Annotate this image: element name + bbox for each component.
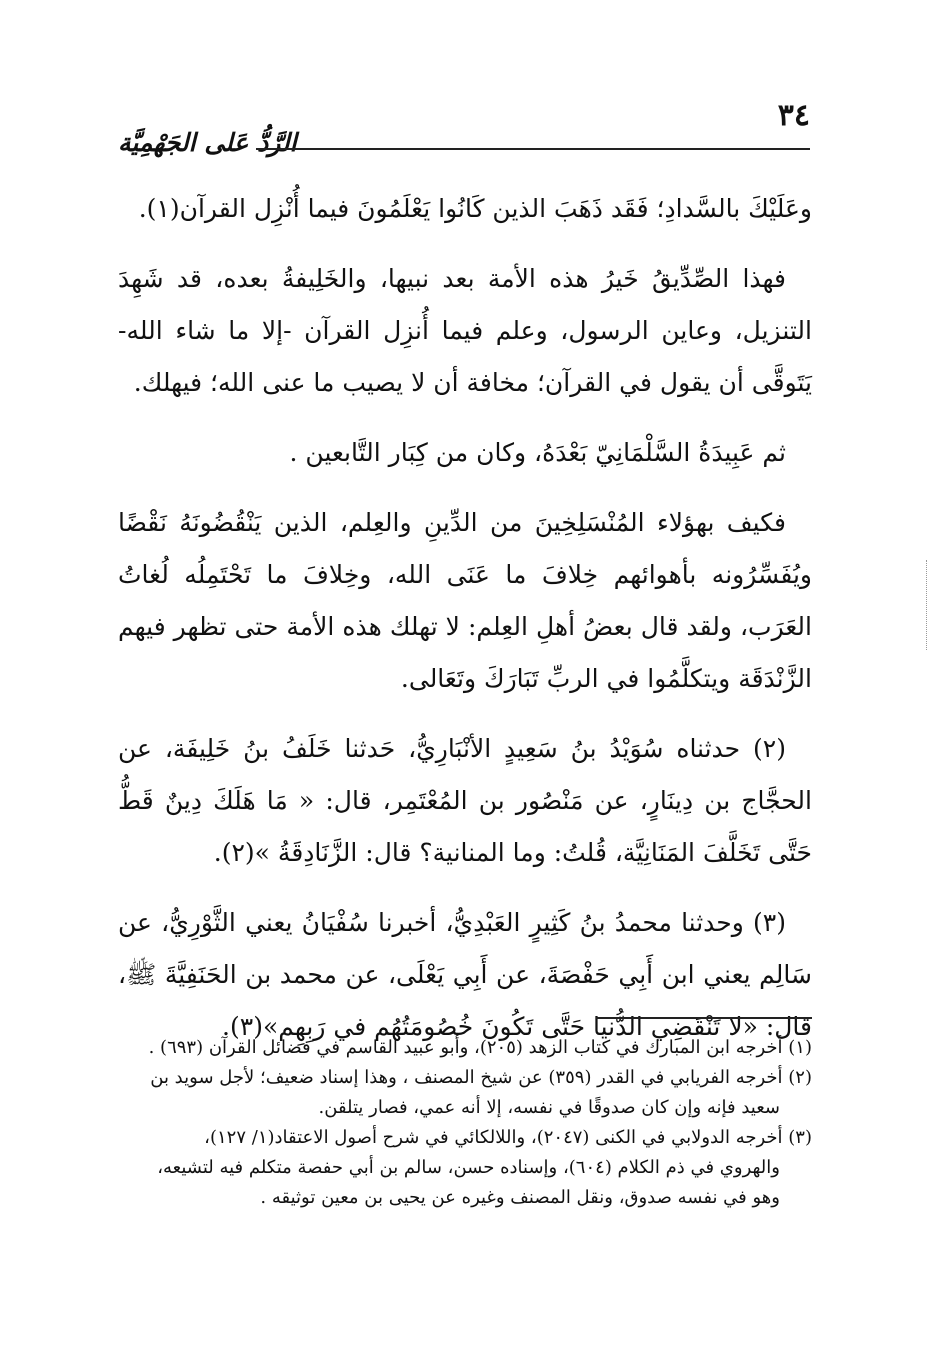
footnote-3: (٣) أخرجه الدولابي في الكنى (٢٠٤٧)، واللالكائي في شرح أصول الاعتقاد(١/ ١٢٧)، — [204, 1127, 812, 1148]
paragraph-6: (٣) وحدثنا محمدُ بنُ كَثِيرٍ العَبْدِيُّ، أخبرنا سُفْيَانُ يعني الثَّوْرِيُّ، عن سَالِم يعني ابن أَبِي حَفْصَةَ، عن أَبِي يَعْلَى، عن محمد بن الحَنَفِيَّةَ ﷺ، قال: «لا تَنْقَضِي الدُّنيا حَتَّى تَكُونَ خُصُومَتُهُم في رَبِهِم»(٣). — [118, 908, 812, 1041]
footnotes — [118, 1034, 812, 1214]
header-rule — [256, 148, 810, 150]
running-title: الرَّدُّ عَلى الجَهْمِيَّة — [118, 128, 297, 157]
paragraph-4: فكيف بهؤلاء المُنْسَلِخِينَ من الدِّينِ والعِلم، الذين يَنْقُضُونَهُ نَقْضًا ويُفَسِّرُونه بأهوائهم خِلافَ ما عَنَى الله، وخِلافَ ما تَحْتَمِلُه لُغاتُ العَرَب، ولقد قال بعضُ أهلِ العِلم: لا تهلك هذه الأمة حتى تظهر فيهم الزَّنْدَقَة ويتكلَّمُوا في الربِّ تَبَارَكَ وتَعَالى. — [118, 508, 812, 693]
margin-mark — [926, 560, 927, 650]
page-number: ٣٤ — [777, 98, 810, 133]
footnote-2-continuation: سعيد فإنه وإن كان صدوقًا في نفسه، إلا أنه عمي، فصار يتلقن. — [318, 1097, 780, 1118]
footnote-3-continuation-1: والهروي في ذم الكلام (٦٠٤)، وإسناده حسن، سالم بن أبي حفصة متكلم فيه لتشيعه، — [157, 1157, 780, 1178]
main-text — [118, 183, 812, 1071]
footnote-1: (١) أخرجه ابن المبارك في كتاب الزهد (٢٠٥)، وأبو عبيد القاسم في فضائل القرآن (٦٩٣) . — [148, 1037, 812, 1058]
footnote-3-continuation-2: وهو في نفسه صدوق، ونقل المصنف وغيره عن يحيى بن معين توثيقه . — [260, 1187, 780, 1208]
paragraph-3: ثم عَبِيدَةُ السَّلْمَانِيّ بَعْدَهُ، وكان من كِبَار التَّابعين . — [289, 438, 786, 467]
page-header — [118, 98, 810, 168]
paragraph-2: فهذا الصِّدِّيقُ خَيرُ هذه الأمة بعد نبيها، والخَلِيفةُ بعده، قد شَهِدَ التنزيل، وعاين الرسول، وعلم فيما أُنزِل القرآن -إلا ما شاء الله- يَتَوقَّى أن يقول في القرآن؛ مخافة أن لا يصيب ما عنى الله؛ فيهلك. — [118, 264, 812, 397]
paragraph-5: (٢) حدثناه سُوَيْدُ بنُ سَعِيدٍ الأنْبَارِيُّ، حَدثنا خَلَفُ بنُ خَلِيفَة، عن الحجَّاج بن دِينَارٍ، عن مَنْصُور بن المُعْتَمِر، قال: « مَا هَلَكَ دِينٌ قَطُّ حَتَّى تَخَلَّفَ المَنَانِيَّة، قُلتُ: وما المنانية؟ قال: الزَّنَادِقَةُ »(٢). — [118, 734, 812, 867]
footnote-rule — [596, 1017, 812, 1019]
paragraph-1: وعَلَيْكَ بالسَّدادِ؛ فَقَد ذَهَبَ الذين كَانُوا يَعْلَمُونَ فيما أُنْزِل القرآن(١). — [138, 194, 812, 223]
footnote-2: (٢) أخرجه الفريابي في القدر (٣٥٩) عن شيخ المصنف ، وهذا إسناد ضعيف؛ لأجل سويد بن — [150, 1067, 812, 1088]
